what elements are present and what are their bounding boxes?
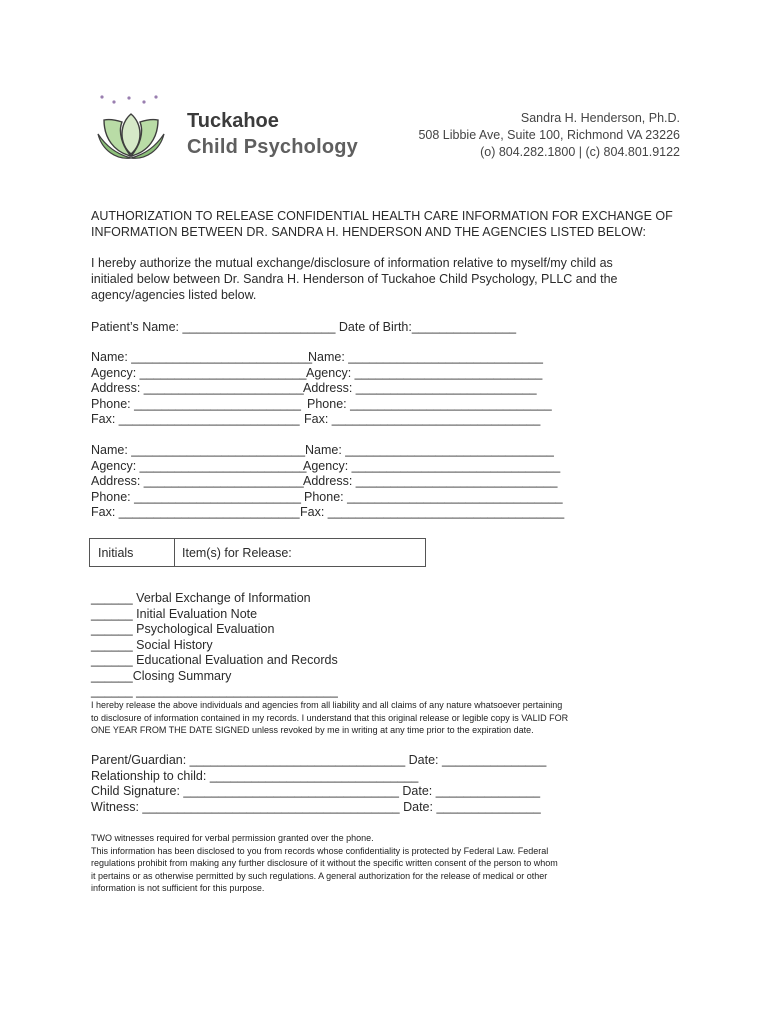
relationship-line[interactable]: Relationship to child: ______________________________: [91, 768, 419, 783]
form-title: [91, 208, 681, 240]
release-item-closing[interactable]: ______Closing Summary: [91, 668, 232, 683]
release-item-blank[interactable]: ______ _____________________________: [91, 684, 338, 698]
agency2-right-name[interactable]: Name: ______________________________: [305, 443, 554, 457]
agency2-left-address[interactable]: Address: _______________________: [91, 474, 304, 488]
table-divider: [174, 539, 175, 566]
agency2-left-fax[interactable]: Fax: __________________________: [91, 505, 300, 519]
agency2-right-address[interactable]: Address: _____________________________: [303, 474, 558, 488]
release-item-social-history[interactable]: ______ Social History: [91, 637, 213, 652]
release-statement-line: I hereby release the above individuals and agencies from all liability and all claims of any nature whatsoever pertaining: [91, 700, 563, 710]
intro-line: initialed below between Dr. Sandra H. Henderson of Tuckahoe Child Psychology, PLLC and the: [91, 272, 618, 286]
footer-line: regulations prohibit from making any further disclosure of it without the specific written consent of the person to whom: [91, 858, 558, 868]
release-item-educational[interactable]: ______ Educational Evaluation and Records: [91, 653, 338, 667]
agency1-right-address[interactable]: Address: __________________________: [303, 381, 537, 395]
agency1-left-phone[interactable]: Phone: ________________________: [91, 397, 301, 411]
form-title-line: INFORMATION BETWEEN DR. SANDRA H. HENDERSON AND THE AGENCIES LISTED BELOW:: [91, 225, 646, 239]
brand-name: Tuckahoe: [187, 110, 279, 132]
release-item-initial-eval[interactable]: ______ Initial Evaluation Note: [91, 606, 258, 621]
parent-guardian-line[interactable]: Parent/Guardian: _______________________________ Date: _______________: [91, 753, 547, 767]
agency2-right-phone[interactable]: Phone: _______________________________: [304, 490, 563, 504]
form-title-line: AUTHORIZATION TO RELEASE CONFIDENTIAL HEALTH CARE INFORMATION FOR EXCHANGE OF: [91, 209, 673, 223]
witness-line[interactable]: Witness: _____________________________________ Date: _______________: [91, 799, 541, 814]
items-header: Item(s) for Release:: [182, 546, 292, 560]
release-items-list: [91, 591, 338, 684]
footer-line: it pertains or as otherwise permitted by such regulations. A general authorization for the release of medical or other: [91, 870, 548, 881]
release-statement-line: ONE YEAR FROM THE DATE SIGNED unless revoked by me in writing at any time prior to the expiration date.: [91, 725, 534, 735]
agency2-right-agency[interactable]: Agency: ______________________________: [303, 459, 561, 473]
agency2-right-fax[interactable]: Fax: __________________________________: [300, 505, 565, 519]
contact-info: [418, 110, 680, 161]
agency1-left-address[interactable]: Address: _______________________: [91, 381, 304, 395]
agency1-left-agency[interactable]: Agency: ________________________: [91, 366, 307, 380]
agency1-right-phone[interactable]: Phone: _____________________________: [307, 397, 552, 411]
footer-line: information is not sufficient for this purpose.: [91, 883, 265, 893]
contact-phones: (o) 804.282.1800 | (c) 804.801.9122: [480, 145, 680, 159]
brand-subtitle: Child Psychology: [187, 136, 359, 158]
intro-line: agency/agencies listed below.: [91, 288, 257, 302]
signature-block: [91, 753, 546, 815]
agency2-left-name[interactable]: Name: _________________________: [91, 443, 306, 457]
release-statement-line: to disclosure of information contained in my records. I understand that this original release or legible copy is VALID FOR: [91, 712, 569, 723]
agency2-left-phone[interactable]: Phone: ________________________: [91, 490, 301, 504]
lotus-icon: [94, 92, 168, 166]
agency1-right-fax[interactable]: Fax: ______________________________: [304, 412, 541, 426]
agency1-right-name[interactable]: Name: ____________________________: [308, 350, 543, 364]
agency1-left-fax[interactable]: Fax: __________________________: [91, 412, 300, 426]
agency2-left-agency[interactable]: Agency: ________________________: [91, 459, 307, 473]
contact-name: Sandra H. Henderson, Ph.D.: [520, 111, 680, 125]
patient-line[interactable]: Patient’s Name: ______________________ Date of Birth:_______________: [91, 320, 517, 334]
intro-line: I hereby authorize the mutual exchange/disclosure of information relative to myself/my child as: [91, 256, 613, 270]
release-item-verbal[interactable]: ______ Verbal Exchange of Information: [91, 591, 311, 605]
footer-line: This information has been disclosed to you from records whose confidentiality is protected by Federal Law. Federal: [91, 845, 549, 856]
contact-address: 508 Libbie Ave, Suite 100, Richmond VA 23226: [418, 128, 680, 142]
agency1-left-name[interactable]: Name: __________________________: [91, 350, 313, 364]
agency1-right-agency[interactable]: Agency: ___________________________: [306, 366, 543, 380]
child-signature-line[interactable]: Child Signature: _______________________________ Date: _______________: [91, 784, 541, 798]
release-statement: [91, 699, 681, 737]
intro-paragraph: [91, 255, 681, 303]
release-item-psych-eval[interactable]: ______ Psychological Evaluation: [91, 622, 275, 636]
footer-notice: [91, 832, 681, 895]
release-table-header: [89, 538, 426, 567]
footer-line: TWO witnesses required for verbal permission granted over the phone.: [91, 833, 374, 843]
initials-header: Initials: [98, 546, 134, 560]
